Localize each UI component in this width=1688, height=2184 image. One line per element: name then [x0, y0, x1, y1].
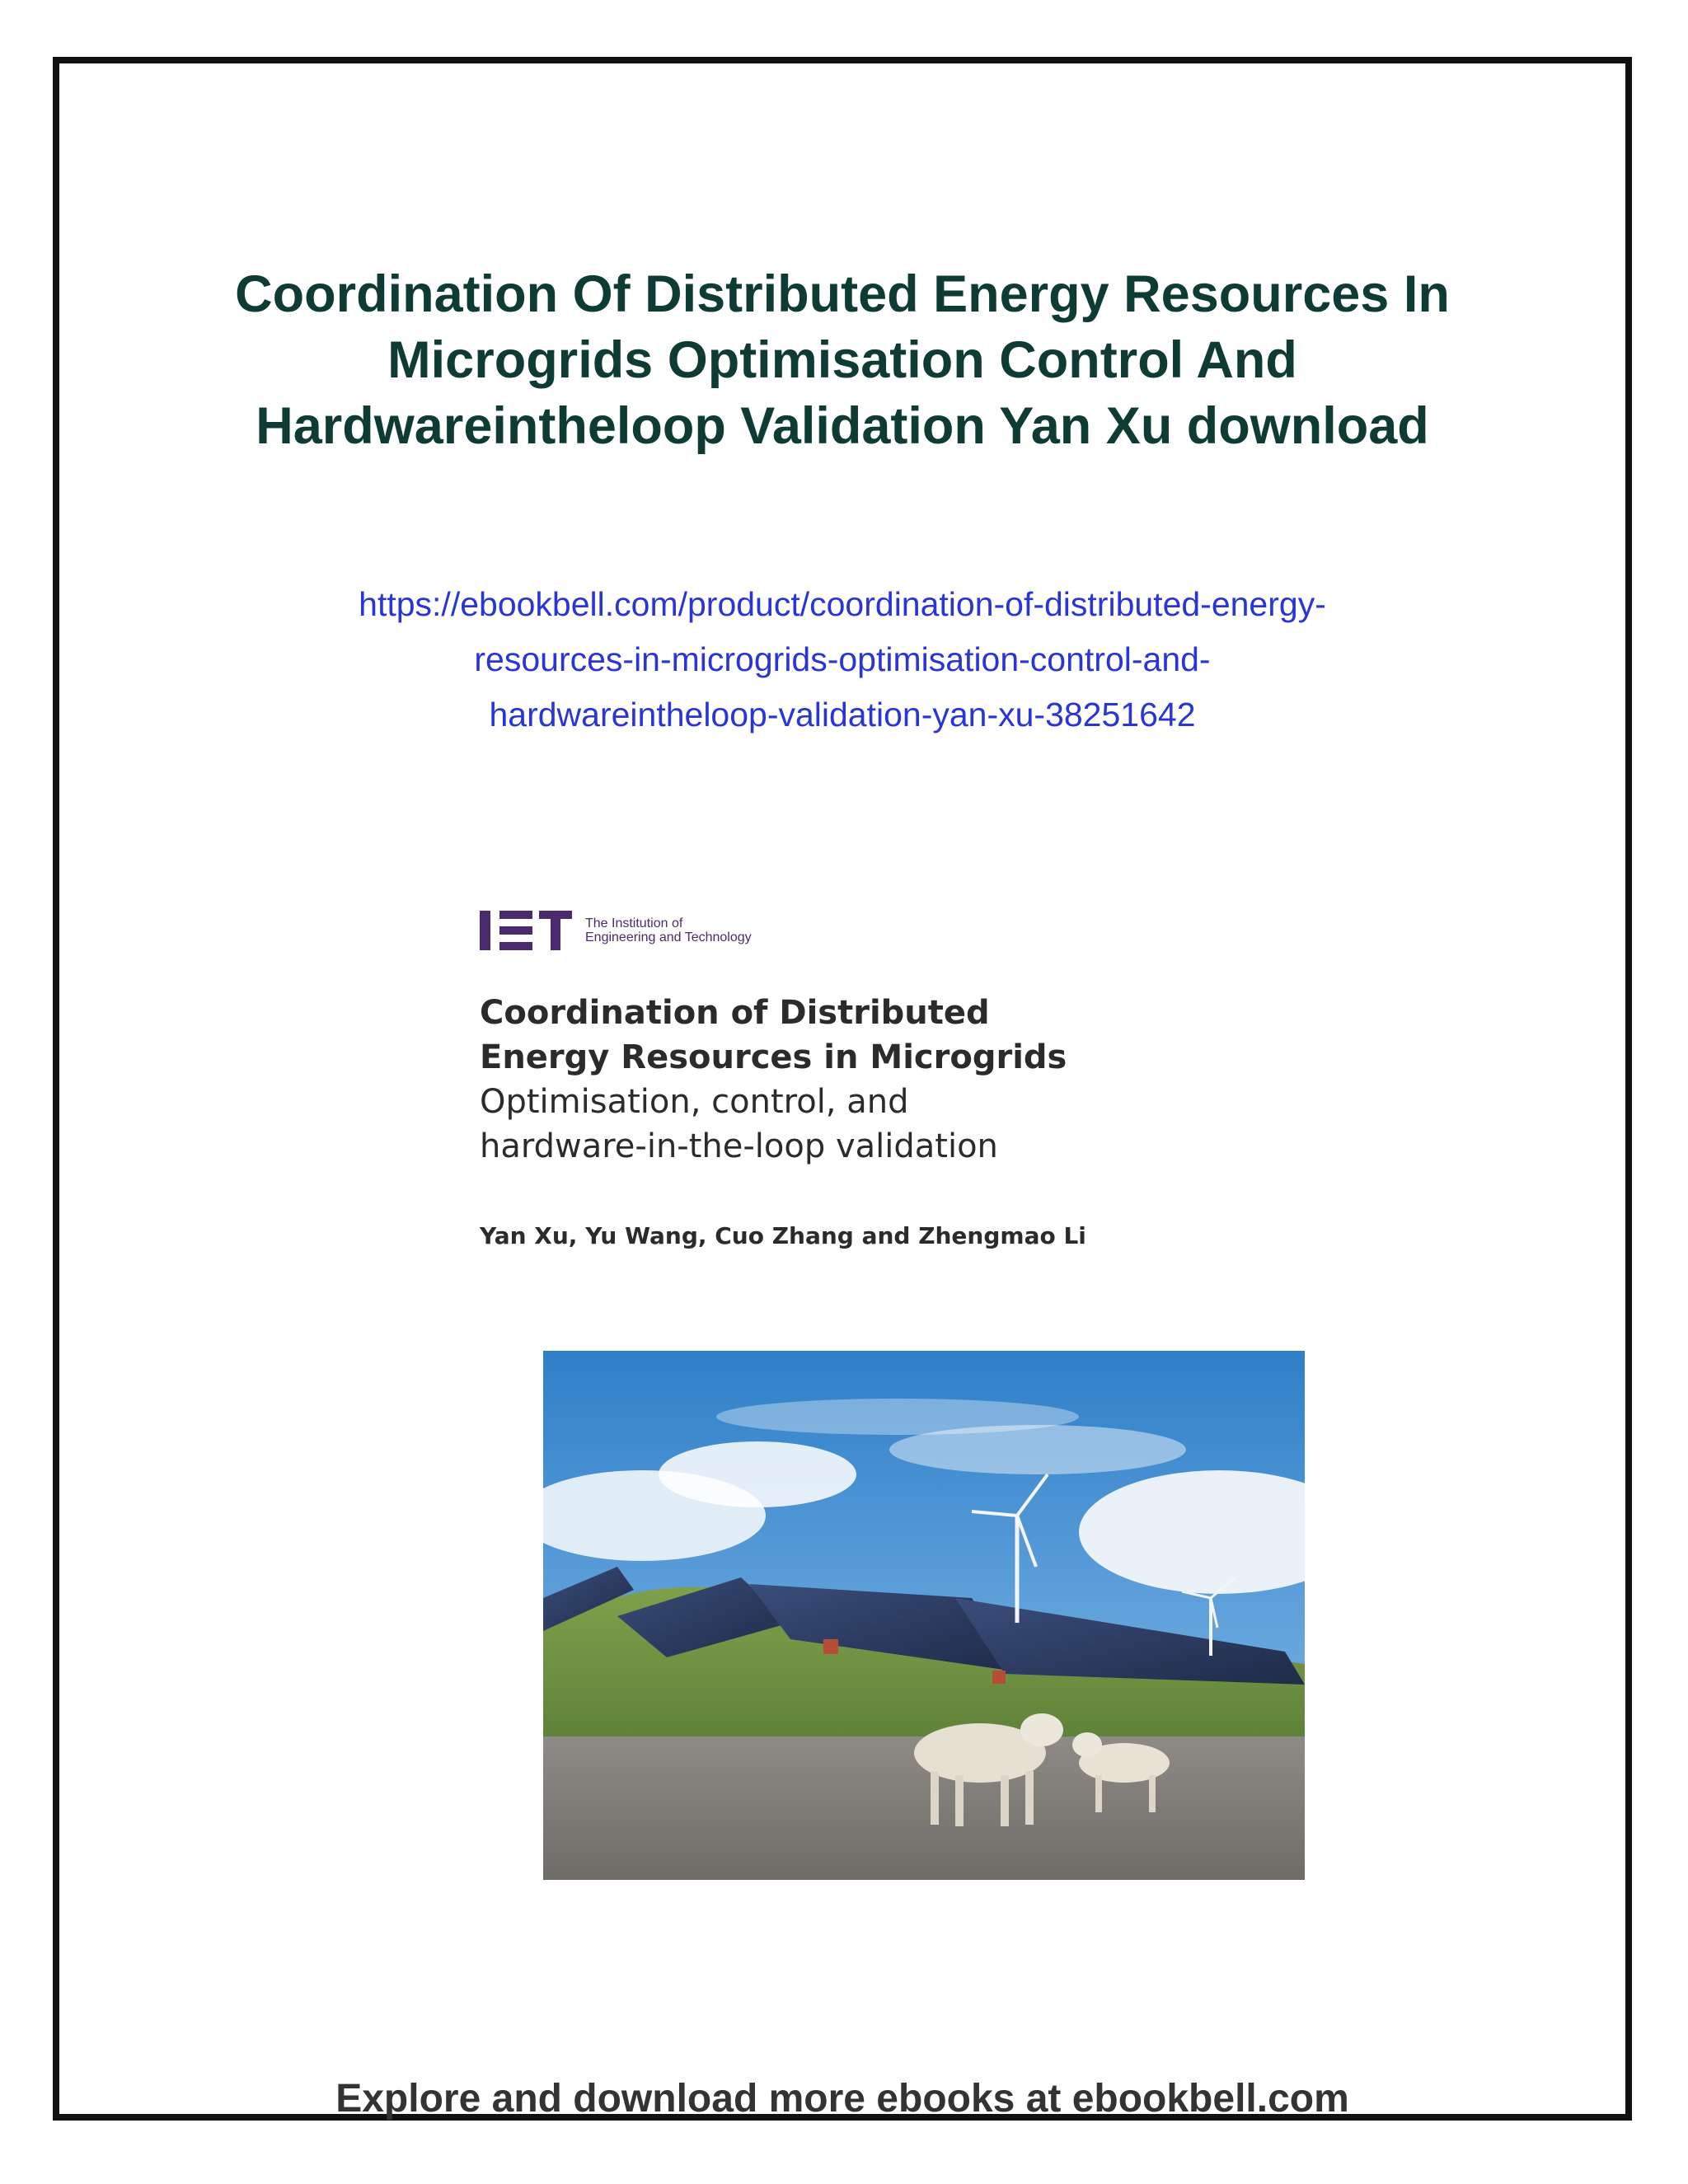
publisher-line: Engineering and Technology — [585, 930, 752, 944]
book-cover — [480, 830, 1304, 1901]
link-line: resources-in-microgrids-optimisation-control-and- — [474, 640, 1211, 678]
product-link[interactable] — [59, 577, 1625, 743]
footer-text: Explore and download more ebooks at ebookbell.com — [335, 2077, 1349, 2121]
page-frame — [53, 57, 1632, 2121]
link-line: https://ebookbell.com/product/coordination-of-distributed-energy- — [359, 585, 1326, 623]
title-line: Hardwareintheloop Validation Yan Xu download — [256, 397, 1429, 455]
publisher-logo — [480, 906, 752, 955]
page-title — [59, 261, 1625, 459]
cover-photo-solar-farm — [543, 1351, 1305, 1880]
publisher-name — [585, 916, 752, 944]
cover-subtitle — [480, 1080, 998, 1169]
cover-subtitle-line: hardware-in-the-loop validation — [480, 1127, 998, 1165]
cover-title-line: Coordination of Distributed — [480, 994, 990, 1032]
title-line: Coordination Of Distributed Energy Resources In — [235, 265, 1450, 323]
cover-subtitle-line: Optimisation, control, and — [480, 1083, 909, 1121]
publisher-line: The Institution of — [585, 916, 683, 930]
iet-logo-icon — [480, 911, 572, 950]
link-line: hardwareintheloop-validation-yan-xu-38251642 — [489, 696, 1196, 733]
cover-title — [480, 991, 1067, 1080]
cover-title-line: Energy Resources in Microgrids — [480, 1038, 1067, 1076]
title-line: Microgrids Optimisation Control And — [387, 331, 1297, 389]
cover-authors: Yan Xu, Yu Wang, Cuo Zhang and Zhengmao Li — [480, 1222, 1086, 1249]
